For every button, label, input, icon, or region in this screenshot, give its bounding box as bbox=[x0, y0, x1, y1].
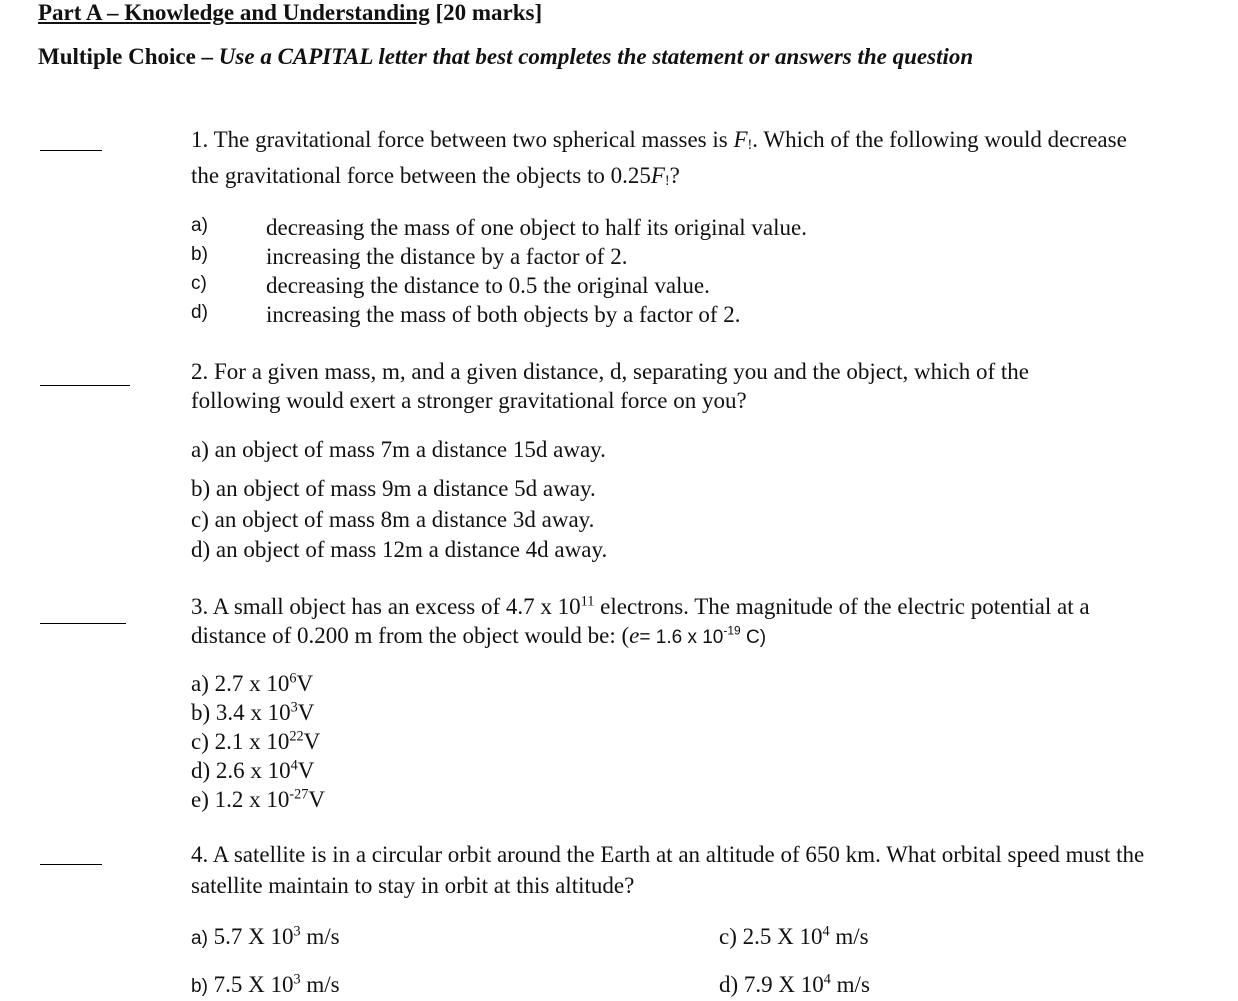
q3-option-d-mantissa: 2.6 x 10 bbox=[215, 758, 291, 783]
q3-e-exponent: -19 bbox=[723, 623, 741, 638]
q3-option-a-unit: V bbox=[296, 671, 314, 696]
q4-stem-line2: satellite maintain to stay in orbit at this altitude? bbox=[191, 873, 635, 898]
mc-instruction-lead: Multiple Choice – bbox=[38, 44, 219, 69]
q4-option-c-mantissa: 2.5 X 10 bbox=[742, 924, 823, 949]
part-title bbox=[38, 0, 542, 26]
q1-option-a[interactable]: decreasing the mass of one object to half its original value. bbox=[266, 215, 807, 240]
q3-stem-line2 bbox=[191, 621, 766, 653]
q3-option-b[interactable] bbox=[191, 698, 314, 727]
q1-force-symbol: F bbox=[733, 127, 748, 152]
part-title-marks: [20 marks] bbox=[435, 0, 543, 25]
q1-number: 1. bbox=[191, 127, 209, 152]
q4-option-c[interactable] bbox=[719, 922, 869, 951]
q1-force-subscript-2: ! bbox=[664, 173, 670, 190]
q3-option-d-unit: V bbox=[297, 758, 315, 783]
q4-option-c-label: c) bbox=[719, 924, 737, 949]
q1-force-symbol-2: F bbox=[650, 163, 665, 188]
q3-option-e-mantissa: 1.2 x 10 bbox=[214, 787, 290, 812]
q3-e-value-b: C) bbox=[740, 627, 767, 648]
q4-option-d[interactable] bbox=[719, 970, 870, 999]
q3-option-a-mantissa: 2.7 x 10 bbox=[214, 671, 290, 696]
q4-option-a[interactable] bbox=[191, 922, 340, 953]
q2-option-b[interactable]: b) an object of mass 9m a distance 5d away. bbox=[191, 476, 596, 501]
q3-option-a[interactable] bbox=[191, 669, 313, 698]
q3-option-e-exponent: -27 bbox=[289, 786, 309, 803]
q4-option-a-label: a) bbox=[191, 928, 208, 949]
q4-option-b-label: b) bbox=[191, 976, 208, 997]
q3-option-b-mantissa: 3.4 x 10 bbox=[215, 700, 291, 725]
q1-option-c-label: c) bbox=[191, 273, 207, 294]
q3-option-c-exponent: 22 bbox=[289, 728, 304, 745]
q4-option-a-exponent: 3 bbox=[293, 923, 301, 940]
q4-option-d-label: d) bbox=[719, 972, 739, 997]
q2-option-c[interactable]: c) an object of mass 8m a distance 3d away. bbox=[191, 507, 595, 532]
q3-option-a-exponent: 6 bbox=[289, 670, 297, 687]
q1-option-a-label: a) bbox=[191, 215, 208, 236]
q3-stem-line1 bbox=[191, 592, 1090, 622]
q2-stem-line2: following would exert a stronger gravitational force on you? bbox=[191, 388, 747, 413]
q3-option-d[interactable] bbox=[191, 756, 314, 785]
q3-e-symbol: e bbox=[629, 623, 640, 648]
q4-option-b-unit: m/s bbox=[300, 972, 340, 997]
q2-number: 2. bbox=[191, 359, 209, 384]
q3-option-c-label: c) bbox=[191, 729, 209, 754]
q2-option-a[interactable]: a) an object of mass 7m a distance 15d away. bbox=[191, 437, 606, 462]
answer-blank-q1[interactable] bbox=[40, 150, 102, 151]
q1-option-c[interactable]: decreasing the distance to 0.5 the original value. bbox=[266, 273, 710, 298]
multiple-choice-instruction bbox=[38, 44, 973, 70]
q1-option-b[interactable]: increasing the distance by a factor of 2. bbox=[266, 244, 628, 269]
q4-option-b-mantissa: 7.5 X 10 bbox=[213, 972, 294, 997]
part-title-text: Part A – Knowledge and Understanding bbox=[38, 0, 430, 25]
q3-option-b-exponent: 3 bbox=[290, 699, 298, 716]
q4-stem-line1 bbox=[191, 840, 1144, 870]
q3-option-a-label: a) bbox=[191, 671, 209, 696]
q3-option-b-label: b) bbox=[191, 700, 211, 725]
q3-option-c-mantissa: 2.1 x 10 bbox=[214, 729, 290, 754]
q4-option-a-unit: m/s bbox=[300, 924, 340, 949]
q4-option-b-exponent: 3 bbox=[293, 971, 301, 988]
q3-e-value-a: = 1.6 x 10 bbox=[639, 627, 724, 648]
q1-stem-line2 bbox=[191, 161, 680, 196]
q4-option-c-exponent: 4 bbox=[822, 923, 830, 940]
q3-option-e-unit: V bbox=[308, 787, 325, 812]
q3-stem-text-a: A small object has an excess of 4.7 x 10 bbox=[212, 594, 581, 619]
q3-option-b-unit: V bbox=[297, 700, 315, 725]
q4-number: 4. bbox=[191, 842, 209, 867]
q4-option-d-unit: m/s bbox=[830, 972, 870, 997]
answer-blank-q3[interactable] bbox=[40, 623, 126, 624]
q3-option-c-unit: V bbox=[303, 729, 321, 754]
q3-option-e[interactable] bbox=[191, 785, 325, 814]
q4-stem-text-1: A satellite is in a circular orbit around the Earth at an altitude of 650 km. What orbital speed must the bbox=[212, 842, 1145, 867]
q4-option-c-unit: m/s bbox=[829, 924, 869, 949]
q4-option-b[interactable] bbox=[191, 970, 340, 1001]
q1-stem2-text-b: ? bbox=[669, 163, 680, 188]
q4-option-a-mantissa: 5.7 X 10 bbox=[213, 924, 294, 949]
q1-option-d[interactable]: increasing the mass of both objects by a factor of 2. bbox=[266, 302, 741, 327]
q2-stem-text-1: For a given mass, m, and a given distance, d, separating you and the object, which of the bbox=[214, 359, 1030, 384]
q3-stem2-text: distance of 0.200 m from the object would be: ( bbox=[191, 623, 630, 648]
q3-option-c[interactable] bbox=[191, 727, 320, 756]
q3-number: 3. bbox=[191, 594, 209, 619]
q1-stem-line1 bbox=[191, 125, 1127, 160]
answer-blank-q4[interactable] bbox=[40, 864, 102, 865]
q1-stem2-text-a: the gravitational force between the objects to 0.25 bbox=[191, 163, 651, 188]
q3-electron-exponent: 11 bbox=[580, 593, 595, 610]
q3-option-d-label: d) bbox=[191, 758, 211, 783]
q2-stem-line1 bbox=[191, 357, 1029, 387]
q4-option-d-mantissa: 7.9 X 10 bbox=[743, 972, 824, 997]
q3-stem-text-b: electrons. The magnitude of the electric potential at a bbox=[594, 594, 1090, 619]
q4-option-d-exponent: 4 bbox=[823, 971, 831, 988]
mc-instruction-italic: Use a CAPITAL letter that best completes the statement or answers the question bbox=[218, 44, 974, 69]
q1-stem-text-b: . Which of the following would decrease bbox=[752, 127, 1127, 152]
answer-blank-q2[interactable] bbox=[40, 385, 130, 386]
q1-stem-text-a: The gravitational force between two spherical masses is bbox=[213, 127, 734, 152]
q1-force-subscript: ! bbox=[747, 137, 753, 154]
q1-option-b-label: b) bbox=[191, 244, 208, 265]
q1-option-d-label: d) bbox=[191, 302, 208, 323]
q3-option-d-exponent: 4 bbox=[290, 757, 298, 774]
q2-option-d[interactable]: d) an object of mass 12m a distance 4d away. bbox=[191, 537, 608, 562]
q3-option-e-label: e) bbox=[191, 787, 209, 812]
